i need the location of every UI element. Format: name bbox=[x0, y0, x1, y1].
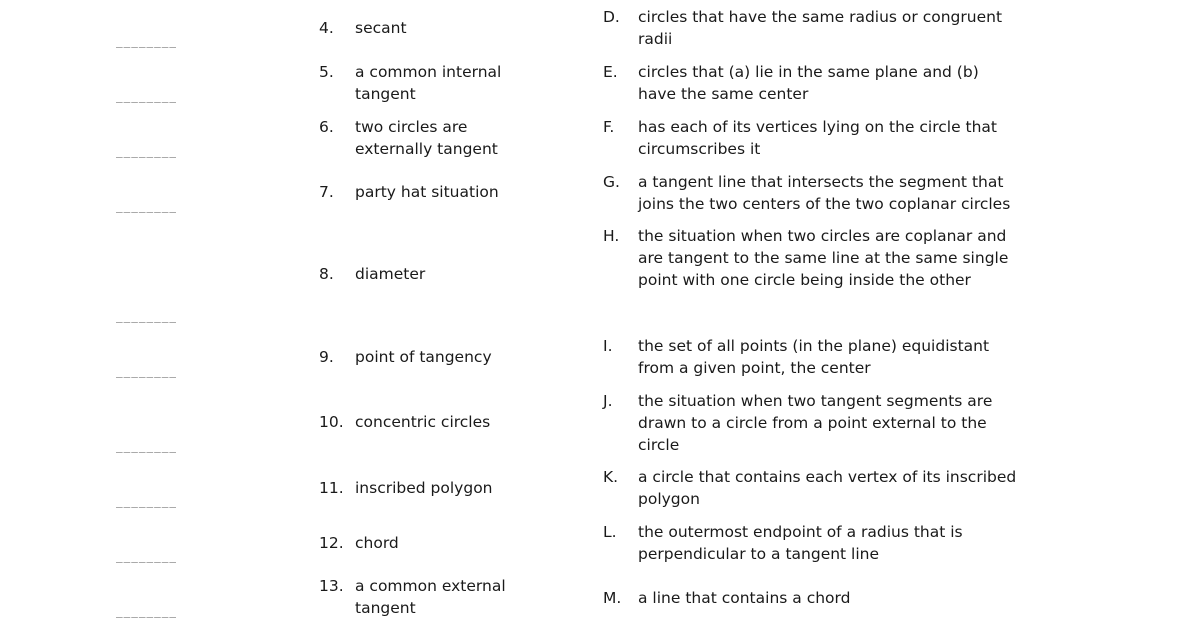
term-number: 12. bbox=[319, 534, 344, 552]
term-item bbox=[319, 263, 539, 285]
definition-text: the outermost endpoint of a radius that is perpendicular to a tangent line bbox=[638, 523, 963, 563]
term-number: 10. bbox=[319, 413, 344, 431]
answer-blank: ________ bbox=[116, 365, 177, 378]
definition-text: a line that contains a chord bbox=[638, 589, 851, 607]
definition-text: a circle that contains each vertex of its inscribed polygon bbox=[638, 468, 1017, 508]
term-number: 8. bbox=[319, 265, 334, 283]
definition-letter: F. bbox=[603, 118, 615, 136]
term-item bbox=[319, 61, 519, 105]
term-item bbox=[319, 477, 539, 499]
definition-letter: I. bbox=[603, 337, 613, 355]
definition-letter: D. bbox=[603, 8, 620, 26]
term-item bbox=[319, 116, 509, 160]
term-text: a common external tangent bbox=[355, 577, 506, 617]
definition-letter: H. bbox=[603, 227, 620, 245]
answer-blank: ________ bbox=[116, 440, 177, 453]
definition-item bbox=[603, 225, 1033, 291]
definition-text: circles that have the same radius or congruent radii bbox=[638, 8, 1003, 48]
term-text: chord bbox=[355, 534, 399, 552]
definition-item bbox=[603, 390, 1013, 456]
answer-blank: ________ bbox=[116, 605, 177, 618]
term-text: secant bbox=[355, 19, 407, 37]
definition-item bbox=[603, 61, 1013, 105]
definition-item bbox=[603, 6, 1013, 50]
answer-blank: ________ bbox=[116, 145, 177, 158]
term-text: inscribed polygon bbox=[355, 479, 493, 497]
answer-blank: ________ bbox=[116, 310, 177, 323]
term-item bbox=[319, 411, 539, 433]
term-item bbox=[319, 17, 479, 39]
definition-item bbox=[603, 335, 1013, 379]
term-number: 5. bbox=[319, 63, 334, 81]
definition-text: the set of all points (in the plane) equidistant from a given point, the center bbox=[638, 337, 990, 377]
term-number: 6. bbox=[319, 118, 334, 136]
definition-letter: K. bbox=[603, 468, 619, 486]
answer-blank: ________ bbox=[116, 495, 177, 508]
definition-letter: G. bbox=[603, 173, 620, 191]
answer-blank: ________ bbox=[116, 550, 177, 563]
term-text: party hat situation bbox=[355, 183, 499, 201]
answer-blank: ________ bbox=[116, 90, 177, 103]
definition-text: has each of its vertices lying on the circle that circumscribes it bbox=[638, 118, 998, 158]
term-item bbox=[319, 575, 519, 619]
term-number: 13. bbox=[319, 577, 344, 595]
term-number: 4. bbox=[319, 19, 334, 37]
definition-text: circles that (a) lie in the same plane and (b) have the same center bbox=[638, 63, 979, 103]
term-number: 7. bbox=[319, 183, 334, 201]
definition-item bbox=[603, 171, 1033, 215]
definition-item bbox=[603, 116, 1013, 160]
definition-text: a tangent line that intersects the segment that joins the two centers of the two coplanar circles bbox=[638, 173, 1011, 213]
definition-item bbox=[603, 466, 1033, 510]
term-text: point of tangency bbox=[355, 348, 492, 366]
answer-blank: ________ bbox=[116, 200, 177, 213]
definition-text: the situation when two tangent segments are drawn to a circle from a point external to the circle bbox=[638, 392, 993, 454]
definition-letter: L. bbox=[603, 523, 617, 541]
term-number: 11. bbox=[319, 479, 344, 497]
term-number: 9. bbox=[319, 348, 334, 366]
term-text: a common internal tangent bbox=[355, 63, 502, 103]
answer-blank: ________ bbox=[116, 35, 177, 48]
term-item bbox=[319, 346, 539, 368]
definition-letter: M. bbox=[603, 589, 622, 607]
definition-text: the situation when two circles are coplanar and are tangent to the same line at the same single point with one circle being inside the other bbox=[638, 227, 1009, 289]
term-text: two circles are externally tangent bbox=[355, 118, 498, 158]
term-item bbox=[319, 532, 539, 554]
term-text: concentric circles bbox=[355, 413, 491, 431]
term-item bbox=[319, 181, 539, 203]
definition-letter: J. bbox=[603, 392, 613, 410]
definition-item bbox=[603, 521, 1013, 565]
term-text: diameter bbox=[355, 265, 426, 283]
definition-letter: E. bbox=[603, 63, 618, 81]
definition-item bbox=[603, 587, 1013, 609]
